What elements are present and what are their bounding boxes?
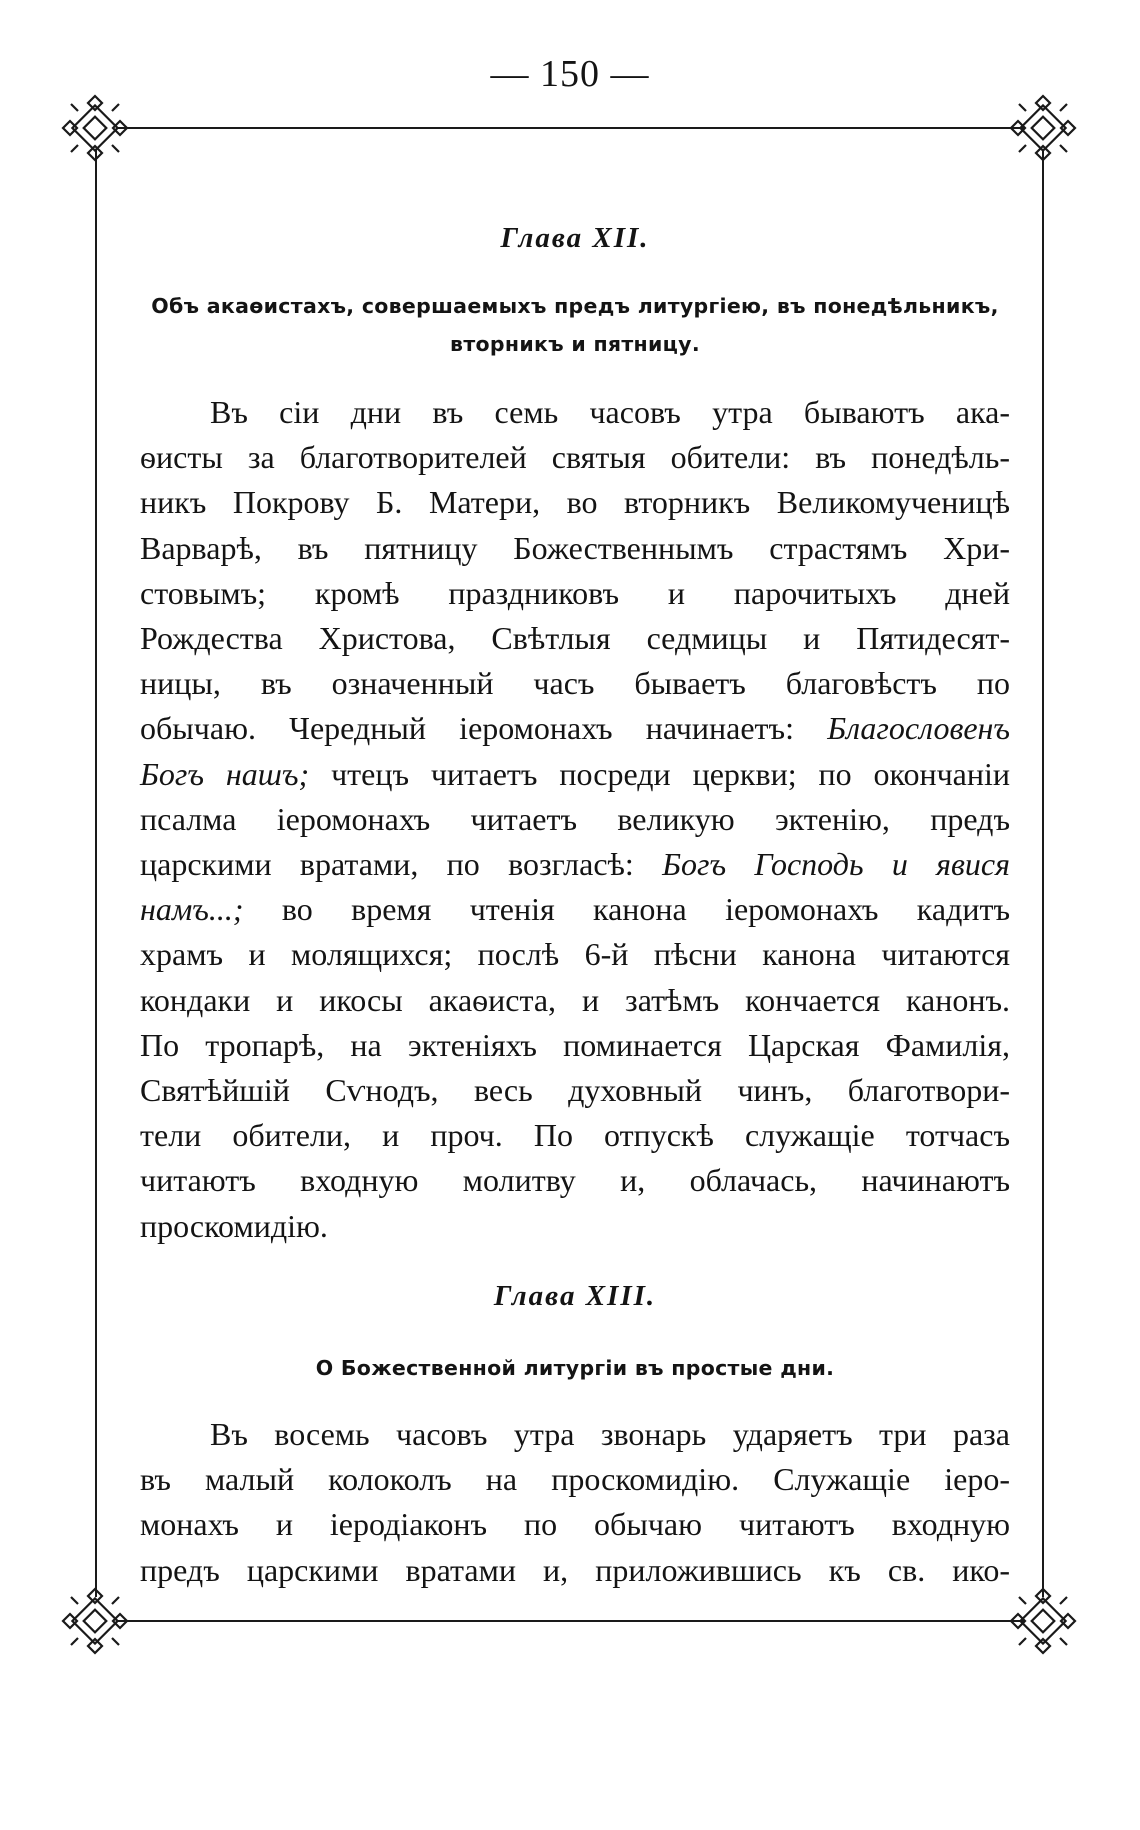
text-run: царскими вратами, по возгласѣ: [140,846,634,883]
chapter-12-heading: Глава XII. [500,222,650,254]
text-line: храмъ и молящихся; послѣ 6-й пѣсни канона читаются [140,936,1010,973]
text-line: монахъ и іеродіаконъ по обычаю читаютъ входную [140,1506,1010,1543]
italic-phrase: Богъ нашъ; [140,755,310,792]
knot-ornament-icon [1008,1586,1078,1656]
text-line: псалма іеромонахъ читаетъ великую эктенію, предъ [140,800,1010,837]
text-line [140,842,1010,887]
text-line: предъ царскими вратами и, приложившись къ св. ико- [140,1551,1010,1588]
text-line: никъ Покрову Б. Матери, во вторникъ Великомученицѣ [140,484,1010,521]
text-line: ѳисты за благотворителей святыя обители: въ понедѣль- [140,439,1010,476]
text-line: въ малый колоколъ на проскомидію. Служащіе іеро- [140,1461,1010,1498]
chapter-13-heading: Глава XIII. [493,1280,657,1312]
frame-left-rule [95,150,97,1597]
text-line: По тропарѣ, на эктеніяхъ поминается Царская Фамилія, [140,1026,1010,1063]
text-run: чтецъ читаетъ посреди церкви; по окончаніи [331,755,1011,792]
text-line: кондаки и икосы акаѳиста, и затѣмъ кончается канонъ. [140,981,1010,1018]
chapter-12-subtitle [140,287,1010,363]
text-line: проскомидію. [140,1207,328,1244]
text-line: ницы, въ означенный часъ бываетъ благовѣстъ по [140,665,1010,702]
text-line: Рождества Христова, Свѣтлыя седмицы и Пятидесят- [140,620,1010,657]
chapter-13-subtitle [140,1349,1010,1387]
italic-phrase: намъ...; [140,891,244,928]
knot-ornament-icon [1008,93,1078,163]
frame-top-rule [118,127,1024,129]
page-number: — 150 — [490,53,650,95]
text-line: Въ восемь часовъ утра звонарь ударяетъ три раза [210,1416,1010,1452]
subtitle-line: вторникъ и пятницу. [450,332,700,356]
text-line: стовымъ; кромѣ праздниковъ и парочитыхъ дней [140,574,1010,611]
frame-right-rule [1042,150,1044,1597]
knot-ornament-icon [60,1586,130,1656]
text-line: Варварѣ, въ пятницу Божественнымъ страстямъ Хри- [140,529,1010,566]
chapter-12-paragraph [140,390,1010,1249]
text-line: тели обители, и проч. По отпускѣ служащіе тотчасъ [140,1117,1010,1154]
text-line: Въ сіи дни въ семь часовъ утра бываютъ ака- [210,394,1010,430]
frame-bottom-rule [118,1620,1024,1622]
text-run: во время чтенія канона іеромонахъ кадитъ [281,891,1011,928]
text-line: Святѣйшій Сѵнодъ, весь духовный чинъ, благотвори- [140,1072,1010,1109]
text-line [140,887,1010,932]
subtitle-line: Объ акаѳистахъ, совершаемыхъ предъ литургіею, въ понедѣльникъ, [151,294,999,318]
text-line [140,706,1010,751]
text-run: обычаю. Чередный іеромонахъ начинаетъ: [140,710,794,747]
knot-ornament-icon [60,93,130,163]
text-line [140,752,1010,797]
text-line: читаютъ входную молитву и, облачась, начинаютъ [140,1162,1010,1199]
italic-phrase: Благословенъ [827,710,1011,747]
chapter-13-paragraph [140,1412,1010,1593]
subtitle-line: О Божественной литургіи въ простые дни. [315,1356,835,1380]
italic-phrase: Богъ Господь и явися [662,846,1010,883]
